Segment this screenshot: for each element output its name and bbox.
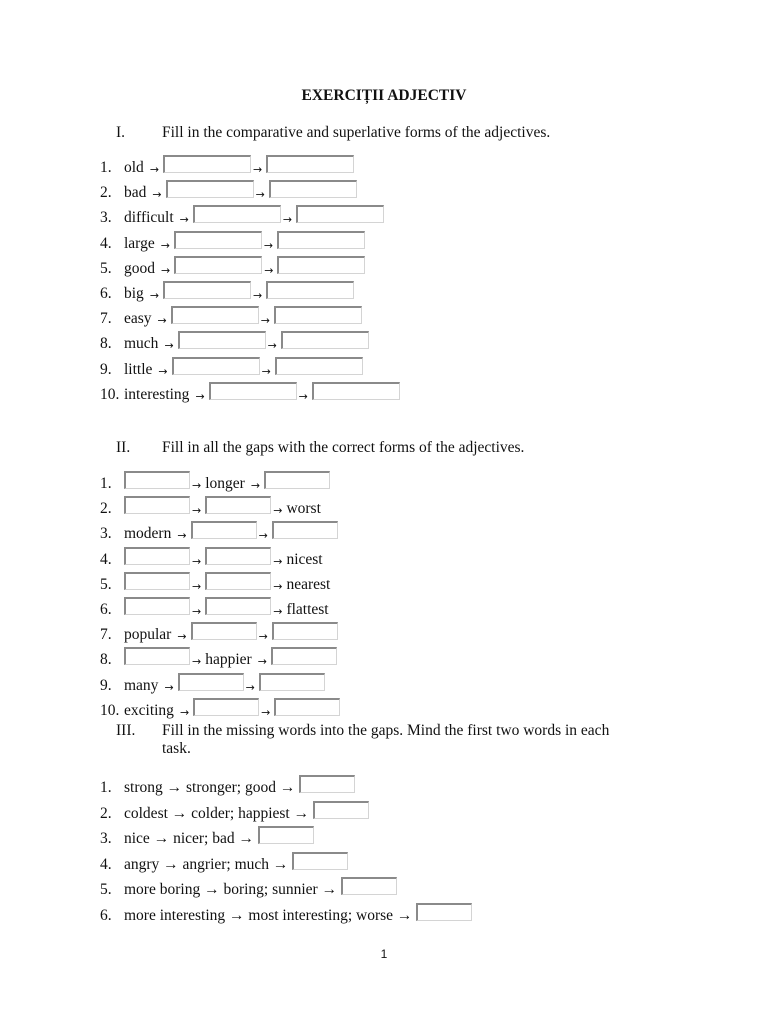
item-number: 2. [100, 804, 112, 822]
item-number: 1. [100, 779, 112, 796]
section-1-heading [116, 124, 550, 142]
adjective: good [124, 259, 155, 277]
answer-field[interactable] [172, 357, 260, 375]
answer-field[interactable] [281, 331, 369, 349]
prompt-text: more boring → boring; sunnier → [124, 881, 338, 898]
arrow-icon: → [273, 504, 283, 518]
answer-field[interactable] [191, 622, 257, 640]
answer-field[interactable] [171, 306, 259, 324]
item-number: 3. [100, 525, 112, 543]
adjective: difficult [124, 209, 174, 227]
item-number: 1. [100, 159, 112, 176]
answer-field[interactable] [124, 547, 190, 565]
adjective-form: worst [286, 500, 321, 518]
section-2-heading [116, 439, 524, 457]
exercise-row [100, 519, 338, 543]
answer-field[interactable] [258, 826, 314, 844]
answer-field[interactable] [266, 155, 354, 173]
item-number: 4. [100, 550, 112, 568]
section-1-numeral: I. [116, 124, 126, 141]
prompt-text: strong → stronger; good → [124, 779, 296, 796]
answer-field[interactable] [205, 597, 271, 615]
arrow-icon: → [192, 479, 202, 492]
arrow-icon: → [273, 554, 283, 568]
answer-field[interactable] [205, 572, 271, 590]
section-3-instruction-line-1: Fill in the missing words into the gaps. Mind the first two words in each [162, 722, 610, 739]
arrow-icon: → [263, 238, 274, 252]
section-3-numeral: III. [116, 722, 136, 739]
arrow-icon: → [164, 680, 174, 694]
arrow-icon: → [245, 680, 255, 694]
arrow-icon: → [298, 389, 308, 403]
arrow-icon: → [195, 389, 205, 403]
answer-field[interactable] [272, 622, 338, 640]
section-3-heading [116, 722, 609, 758]
item-number: 4. [100, 234, 112, 252]
worksheet-title: EXERCIȚII ADJECTIV [301, 87, 467, 104]
prompt-text: nice → nicer; bad → [124, 830, 254, 847]
exercise-row [100, 279, 354, 303]
answer-field[interactable] [264, 471, 330, 489]
item-number: 10. [100, 385, 120, 403]
arrow-icon: → [158, 364, 168, 378]
item-number: 8. [100, 335, 112, 353]
answer-field[interactable] [274, 306, 362, 324]
arrow-icon: → [177, 630, 187, 644]
arrow-icon: → [192, 554, 202, 568]
answer-field[interactable] [275, 357, 363, 375]
prompt-text: angry → angrier; much → [124, 855, 289, 873]
exercise-row [100, 645, 337, 669]
answer-field[interactable] [205, 547, 271, 565]
adjective: interesting [124, 385, 190, 403]
answer-field[interactable] [299, 775, 355, 793]
adjective-form: longer [205, 475, 245, 492]
exercise-row [100, 901, 472, 925]
adjective: old [124, 159, 144, 176]
answer-field[interactable] [266, 281, 354, 299]
answer-field[interactable] [296, 205, 384, 223]
exercise-row [100, 696, 340, 720]
section-2-instruction: Fill in all the gaps with the correct forms of the adjectives. [162, 439, 525, 456]
arrow-icon: → [258, 529, 268, 543]
arrow-icon: → [161, 263, 171, 277]
answer-field[interactable] [163, 155, 251, 173]
arrow-icon: → [250, 479, 261, 492]
adjective-form: nearest [286, 575, 331, 593]
arrow-icon: → [192, 655, 202, 669]
item-number: 5. [100, 575, 112, 593]
exercise-row [100, 875, 397, 899]
arrow-icon: → [164, 339, 174, 353]
exercise-row [100, 329, 369, 353]
exercise-row [100, 153, 354, 177]
arrow-icon: → [257, 655, 267, 669]
exercise-row [100, 799, 369, 823]
adjective: little [124, 360, 153, 378]
answer-field[interactable] [174, 231, 262, 249]
answer-field[interactable] [313, 801, 369, 819]
adjective-form: exciting [124, 701, 174, 719]
exercise-row [100, 595, 333, 619]
arrow-icon: → [253, 163, 263, 176]
exercise-row [100, 545, 327, 569]
arrow-icon: → [160, 238, 170, 252]
section-2-numeral: II. [116, 439, 131, 456]
section-3-instruction-line-2: task. [162, 740, 191, 757]
adjective-form: many [124, 676, 159, 694]
arrow-icon: → [253, 289, 263, 302]
arrow-icon: → [273, 579, 283, 593]
answer-field[interactable] [178, 673, 244, 691]
arrow-icon: → [149, 289, 160, 302]
item-number: 5. [100, 259, 112, 277]
arrow-icon: → [258, 630, 268, 644]
exercise-row [100, 380, 400, 404]
section-1-instruction: Fill in the comparative and superlative forms of the adjectives. [162, 124, 551, 141]
answer-field[interactable] [166, 180, 254, 198]
adjective: easy [124, 310, 152, 328]
answer-field[interactable] [124, 496, 190, 514]
item-number: 10. [100, 701, 120, 719]
arrow-icon: → [177, 529, 187, 543]
exercise-row [100, 203, 384, 227]
answer-field[interactable] [205, 496, 271, 514]
exercise-row [100, 850, 348, 874]
answer-field[interactable] [312, 382, 400, 400]
item-number: 7. [100, 626, 112, 644]
exercise-row [100, 355, 363, 379]
arrow-icon: → [149, 163, 160, 176]
answer-field[interactable] [277, 231, 365, 249]
arrow-icon: → [179, 213, 189, 227]
adjective: large [124, 234, 155, 252]
item-number: 1. [100, 475, 112, 492]
answer-field[interactable] [259, 673, 325, 691]
exercise-row [100, 469, 330, 493]
arrow-icon: → [261, 705, 271, 719]
item-number: 2. [100, 500, 112, 518]
arrow-icon: → [192, 579, 202, 593]
answer-field[interactable] [163, 281, 251, 299]
answer-field[interactable] [124, 471, 190, 489]
prompt-text: coldest → colder; happiest → [124, 804, 310, 822]
item-number: 9. [100, 676, 112, 694]
answer-field[interactable] [178, 331, 266, 349]
answer-field[interactable] [292, 852, 348, 870]
exercise-row [100, 570, 334, 594]
adjective-form: modern [124, 525, 172, 543]
answer-field[interactable] [271, 647, 337, 665]
answer-field[interactable] [209, 382, 297, 400]
adjective: much [124, 335, 159, 353]
arrow-icon: → [267, 339, 277, 353]
answer-field[interactable] [269, 180, 357, 198]
exercise-row [100, 671, 325, 695]
arrow-icon: → [255, 188, 265, 202]
answer-field[interactable] [277, 256, 365, 274]
arrow-icon: → [273, 605, 283, 618]
arrow-icon: → [152, 188, 162, 202]
item-number: 3. [100, 209, 112, 227]
item-number: 6. [100, 601, 112, 618]
arrow-icon: → [192, 504, 202, 518]
answer-field[interactable] [124, 597, 190, 615]
item-number: 4. [100, 855, 112, 873]
item-number: 5. [100, 881, 112, 898]
exercise-row [100, 178, 357, 202]
exercise-row [100, 824, 314, 848]
adjective: bad [124, 184, 147, 202]
exercise-row [100, 254, 365, 278]
arrow-icon: → [260, 314, 270, 328]
prompt-text: more interesting → most interesting; worse → [124, 906, 413, 924]
arrow-icon: → [179, 705, 190, 719]
item-number: 2. [100, 184, 112, 202]
arrow-icon: → [157, 314, 167, 328]
answer-field[interactable] [124, 647, 190, 665]
adjective-form: popular [124, 626, 172, 644]
item-number: 3. [100, 830, 112, 847]
adjective-form: nicest [286, 550, 323, 568]
arrow-icon: → [261, 364, 271, 378]
adjective-form: happier [205, 651, 252, 669]
exercise-row [100, 304, 362, 328]
exercise-row [100, 773, 355, 797]
adjective-form: flattest [286, 601, 329, 618]
answer-field[interactable] [274, 698, 340, 716]
exercise-row [100, 229, 365, 253]
arrow-icon: → [264, 263, 274, 277]
item-number: 7. [100, 310, 112, 328]
item-number: 9. [100, 360, 112, 378]
answer-field[interactable] [272, 521, 338, 539]
answer-field[interactable] [193, 698, 259, 716]
item-number: 8. [100, 651, 112, 669]
arrow-icon: → [282, 213, 293, 227]
answer-field[interactable] [193, 205, 281, 223]
item-number: 6. [100, 906, 112, 924]
exercise-row [100, 620, 338, 644]
adjective: big [124, 285, 144, 302]
answer-field[interactable] [174, 256, 262, 274]
answer-field[interactable] [124, 572, 190, 590]
answer-field[interactable] [191, 521, 257, 539]
answer-field[interactable] [416, 903, 472, 921]
arrow-icon: → [192, 605, 202, 618]
page-number: 1 [380, 947, 388, 961]
answer-field[interactable] [341, 877, 397, 895]
exercise-row [100, 494, 325, 518]
item-number: 6. [100, 285, 112, 302]
